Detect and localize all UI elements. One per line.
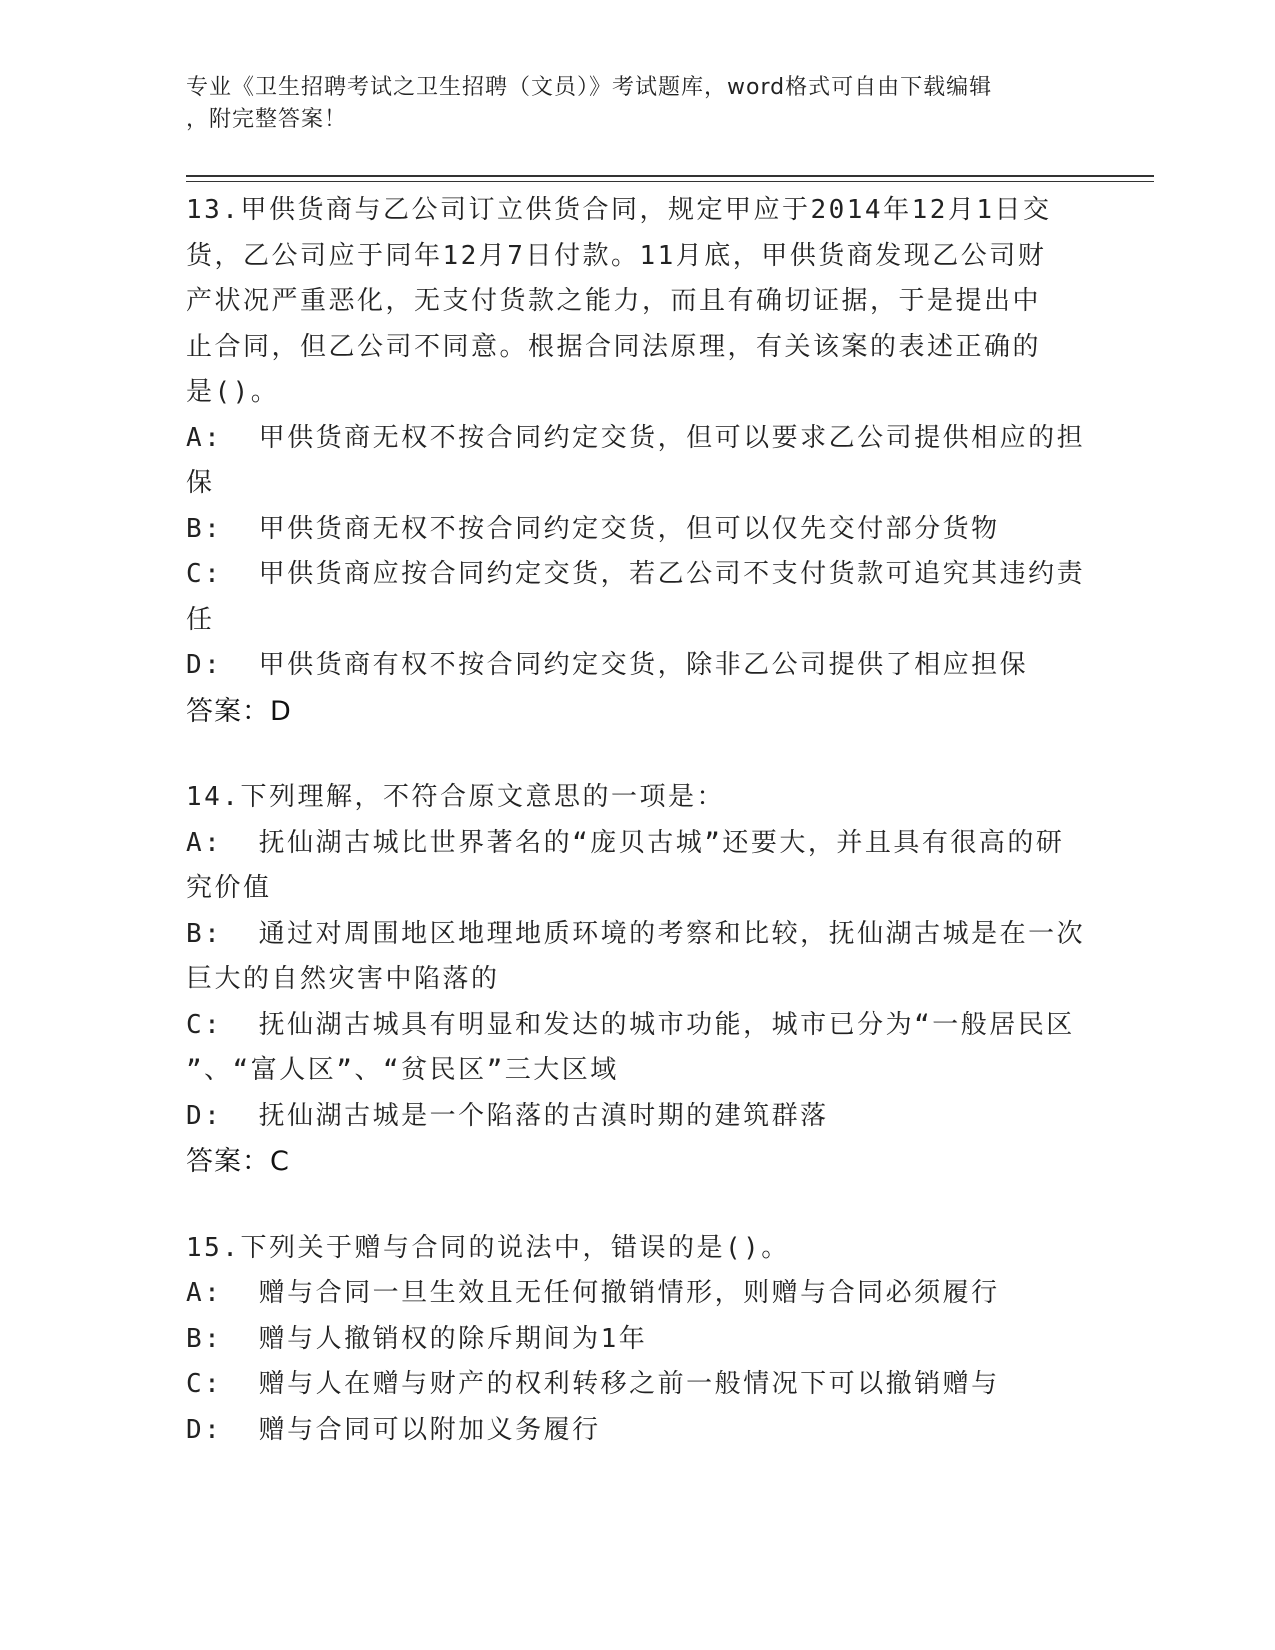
option-a: A: 抚仙湖古城比世界著名的“庞贝古城”还要大，并且具有很高的研 [186,827,1065,858]
option-b-continued: 巨大的自然灾害中陷落的 [186,964,500,994]
option-a: A: 赠与合同一旦生效且无任何撤销情形，则赠与合同必须履行 [186,1278,1000,1308]
header-line-1: 专业《卫生招聘考试之卫生招聘（文员）》考试题库，word格式可自由下载编辑 [186,75,993,100]
question-list [186,188,1086,1494]
option-b: B: 通过对周围地区地理地质环境的考察和比较，抚仙湖古城是在一次 [186,918,1086,949]
option-c: C: 甲供货商应按合同约定交货，若乙公司不支付货款可追究其违约责 [186,559,1086,589]
option-c: C: 赠与人在赠与财产的权利转移之前一般情况下可以撤销赠与 [186,1369,1000,1399]
question-stem-line: 产状况严重恶化，无支付货款之能力，而且有确切证据，于是提出中 [186,286,1042,316]
page-header [186,72,1066,136]
header-rule-thin [186,181,1154,182]
header-rule [186,175,1154,177]
option-c-continued: 任 [186,604,215,635]
question-13 [186,188,1086,734]
answer-line: 答案：C [186,1146,290,1177]
answer-line: 答案：D [186,695,292,727]
option-b: B: 赠与人撤销权的除斥期间为1年 [186,1323,648,1354]
option-d: D: 抚仙湖古城是一个陷落的古滇时期的建筑群落 [186,1100,829,1131]
option-c: C: 抚仙湖古城具有明显和发达的城市功能，城市已分为“一般居民区 [186,1009,1075,1040]
option-d: D: 赠与合同可以附加义务履行 [186,1414,601,1445]
question-15 [186,1226,1086,1454]
question-stem-line: 是()。 [186,377,280,407]
header-line-2: ，附完整答案！ [186,107,348,132]
question-stem-line: 止合同，但乙公司不同意。根据合同法原理，有关该案的表述正确的 [186,331,1042,362]
option-a-continued: 保 [186,468,215,498]
option-d: D: 甲供货商有权不按合同约定交货，除非乙公司提供了相应担保 [186,650,1029,680]
question-stem-line: 13.甲供货商与乙公司订立供货合同，规定甲应于2014年12月1日交 [186,195,1052,225]
option-b: B: 甲供货商无权不按合同约定交货，但可以仅先交付部分货物 [186,513,1000,544]
option-c-continued: ”、“富人区”、“贫民区”三大区域 [186,1055,619,1085]
question-14 [186,775,1086,1185]
option-a: A: 甲供货商无权不按合同约定交货，但可以要求乙公司提供相应的担 [186,422,1086,453]
question-stem-line: 14.下列理解，不符合原文意思的一项是： [186,782,725,812]
option-a-continued: 究价值 [186,873,272,903]
question-stem-line: 15.下列关于赠与合同的说法中，错误的是()。 [186,1232,790,1263]
question-stem-line: 货，乙公司应于同年12月7日付款。11月底，甲供货商发现乙公司财 [186,240,1047,271]
